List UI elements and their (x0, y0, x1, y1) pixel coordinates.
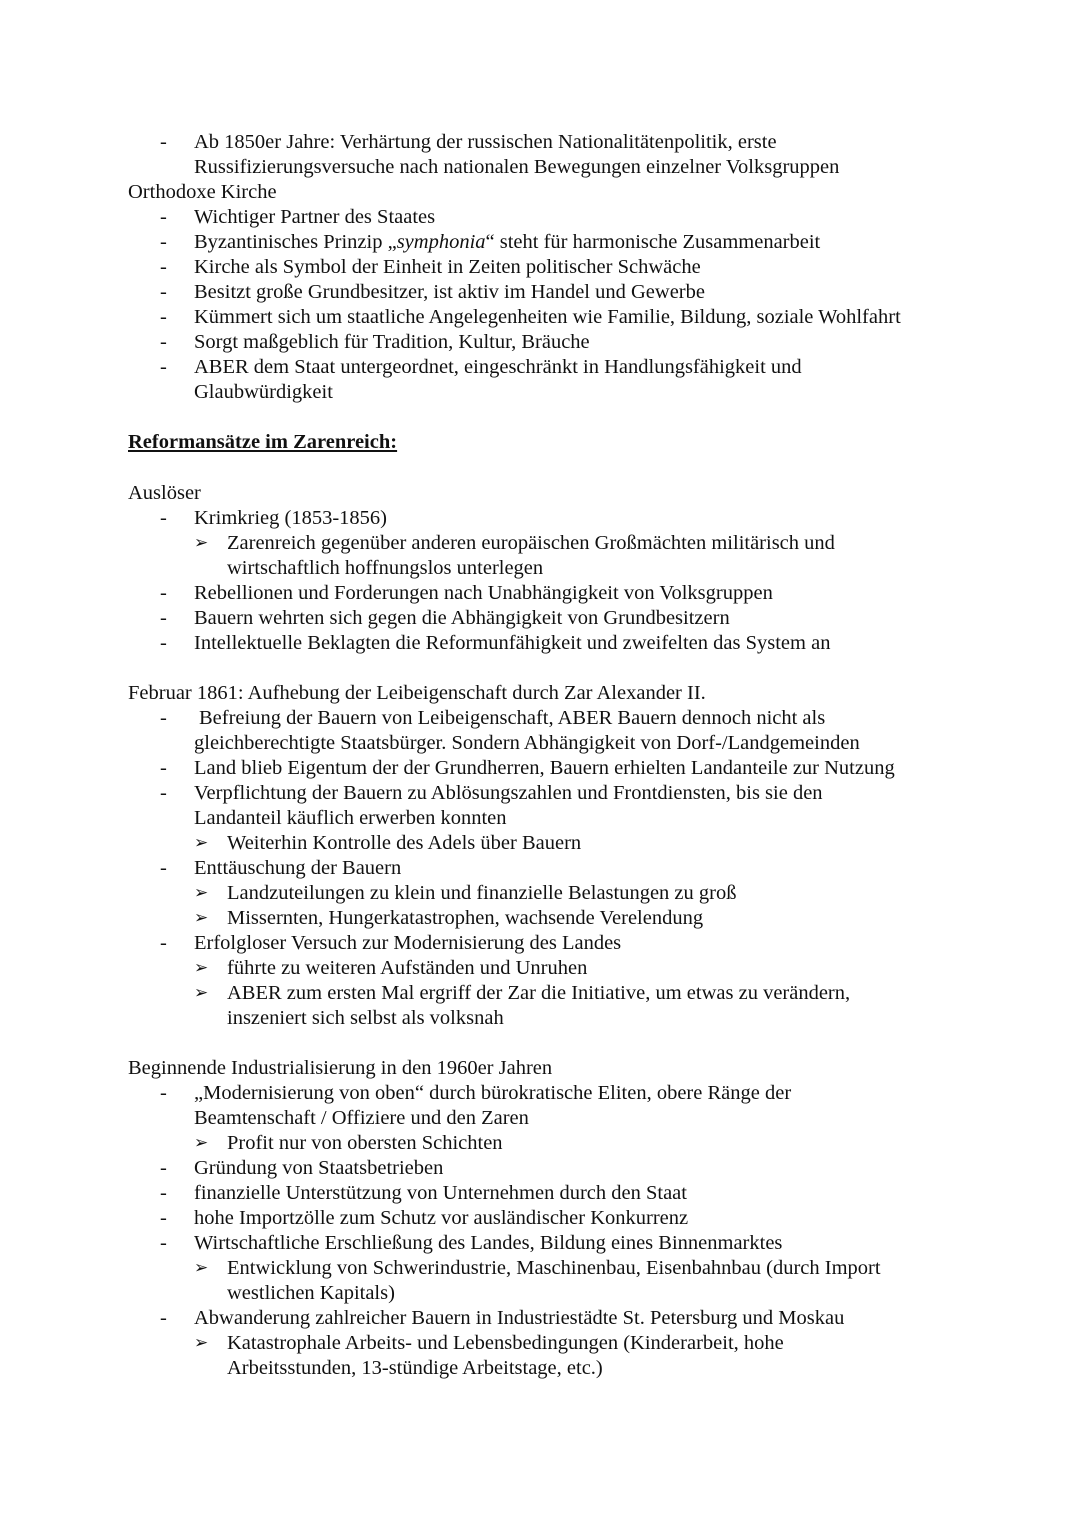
dash-bullet: - (160, 231, 167, 253)
text-line: gleichberechtigte Staatsbürger. Sondern Abhängigkeit von Dorf-/Landgemeinden (194, 732, 860, 754)
text-line: Besitzt große Grundbesitzer, ist aktiv im Handel und Gewerbe (194, 281, 705, 303)
text-line: wirtschaftlich hoffnungslos unterlegen (227, 557, 544, 579)
text-line: hohe Importzölle zum Schutz vor ausländischer Konkurrenz (194, 1207, 689, 1229)
dash-bullet: - (160, 1182, 167, 1204)
arrow-bullet-icon: ➢ (194, 908, 209, 928)
text-line: Gründung von Staatsbetrieben (194, 1157, 444, 1179)
dash-bullet: - (160, 1207, 167, 1229)
arrow-bullet-icon: ➢ (194, 833, 209, 853)
text-line: Weiterhin Kontrolle des Adels über Bauern (227, 832, 582, 854)
dash-bullet: - (160, 281, 167, 303)
text-line: Byzantinisches Prinzip „symphonia“ steht für harmonische Zusammenarbeit (194, 231, 821, 253)
text-line: führte zu weiteren Aufständen und Unruhen (227, 957, 588, 979)
text-line: Katastrophale Arbeits- und Lebensbedingungen (Kinderarbeit, hohe (227, 1332, 784, 1354)
text-line: Profit nur von obersten Schichten (227, 1132, 503, 1154)
text-line: Beamtenschaft / Offiziere und den Zaren (194, 1107, 529, 1129)
arrow-bullet-icon: ➢ (194, 958, 209, 978)
dash-bullet: - (160, 256, 167, 278)
italic-term: symphonia (396, 231, 486, 253)
text-line: Intellektuelle Beklagten die Reformunfähigkeit und zweifelten das System an (194, 632, 831, 654)
text-line: Krimkrieg (1853-1856) (194, 507, 387, 529)
dash-bullet: - (160, 331, 167, 353)
text-line: „Modernisierung von oben“ durch bürokratische Eliten, obere Ränge der (194, 1082, 792, 1104)
text-line: Wichtiger Partner des Staates (194, 206, 436, 228)
text-line: westlichen Kapitals) (227, 1282, 395, 1304)
arrow-bullet-icon: ➢ (194, 1258, 209, 1278)
dash-bullet: - (160, 582, 167, 604)
dash-bullet: - (160, 306, 167, 328)
arrow-bullet-icon: ➢ (194, 983, 209, 1003)
dash-bullet: - (160, 356, 167, 378)
text-line: Kirche als Symbol der Einheit in Zeiten politischer Schwäche (194, 256, 701, 278)
text-line: Zarenreich gegenüber anderen europäischen Großmächten militärisch und (227, 532, 835, 554)
dash-bullet: - (160, 131, 167, 153)
text-line: Abwanderung zahlreicher Bauern in Industriestädte St. Petersburg und Moskau (194, 1307, 845, 1329)
dash-bullet: - (160, 507, 167, 529)
text-line: Arbeitsstunden, 13-stündige Arbeitstage, etc.) (227, 1357, 603, 1379)
dash-bullet: - (160, 857, 167, 879)
section-label: Beginnende Industrialisierung in den 1960er Jahren (128, 1057, 553, 1079)
section-label: Auslöser (128, 482, 201, 504)
dash-bullet: - (160, 782, 167, 804)
dash-bullet: - (160, 1307, 167, 1329)
text-line: Wirtschaftliche Erschließung des Landes, Bildung eines Binnenmarktes (194, 1232, 783, 1254)
dash-bullet: - (160, 206, 167, 228)
text-line: Landanteil käuflich erwerben konnten (194, 807, 507, 829)
section-heading: Reformansätze im Zarenreich: (128, 431, 398, 453)
text-line: inszeniert sich selbst als volksnah (227, 1007, 504, 1029)
text-line: Landzuteilungen zu klein und finanzielle Belastungen zu groß (227, 882, 737, 904)
section-label: Orthodoxe Kirche (128, 181, 277, 203)
dash-bullet: - (160, 757, 167, 779)
dash-bullet: - (160, 632, 167, 654)
dash-bullet: - (160, 1082, 167, 1104)
text-line: Missernten, Hungerkatastrophen, wachsende Verelendung (227, 907, 704, 929)
text-line: Bauern wehrten sich gegen die Abhängigkeit von Grundbesitzern (194, 607, 730, 629)
text-line: Kümmert sich um staatliche Angelegenheiten wie Familie, Bildung, soziale Wohlfahrt (194, 306, 901, 328)
dash-bullet: - (160, 707, 167, 729)
text-line: Erfolgloser Versuch zur Modernisierung des Landes (194, 932, 622, 954)
text-line: ABER dem Staat untergeordnet, eingeschränkt in Handlungsfähigkeit und (194, 356, 802, 378)
text-line: Ab 1850er Jahre: Verhärtung der russischen Nationalitätenpolitik, erste (194, 131, 777, 153)
text-line: Enttäuschung der Bauern (194, 857, 402, 879)
text-line: Befreiung der Bauern von Leibeigenschaft, ABER Bauern dennoch nicht als (199, 707, 826, 729)
dash-bullet: - (160, 1232, 167, 1254)
text-line: ABER zum ersten Mal ergriff der Zar die Initiative, um etwas zu verändern, (227, 982, 851, 1004)
text-line: Russifizierungsversuche nach nationalen Bewegungen einzelner Volksgruppen (194, 156, 840, 178)
text-line: Verpflichtung der Bauern zu Ablösungszahlen und Frontdiensten, bis sie den (194, 782, 823, 804)
section-label: Februar 1861: Aufhebung der Leibeigenschaft durch Zar Alexander II. (128, 682, 706, 704)
arrow-bullet-icon: ➢ (194, 1333, 209, 1353)
text-line: Glaubwürdigkeit (194, 381, 333, 403)
text-line: finanzielle Unterstützung von Unternehmen durch den Staat (194, 1182, 687, 1204)
text-line: Entwicklung von Schwerindustrie, Maschinenbau, Eisenbahnbau (durch Import (227, 1257, 881, 1279)
dash-bullet: - (160, 1157, 167, 1179)
dash-bullet: - (160, 932, 167, 954)
dash-bullet: - (160, 607, 167, 629)
arrow-bullet-icon: ➢ (194, 883, 209, 903)
arrow-bullet-icon: ➢ (194, 1133, 209, 1153)
text-line: Rebellionen und Forderungen nach Unabhängigkeit von Volksgruppen (194, 582, 773, 604)
text-line: Sorgt maßgeblich für Tradition, Kultur, Bräuche (194, 331, 590, 353)
arrow-bullet-icon: ➢ (194, 533, 209, 553)
text-line: Land blieb Eigentum der der Grundherren, Bauern erhielten Landanteile zur Nutzung (194, 757, 895, 779)
